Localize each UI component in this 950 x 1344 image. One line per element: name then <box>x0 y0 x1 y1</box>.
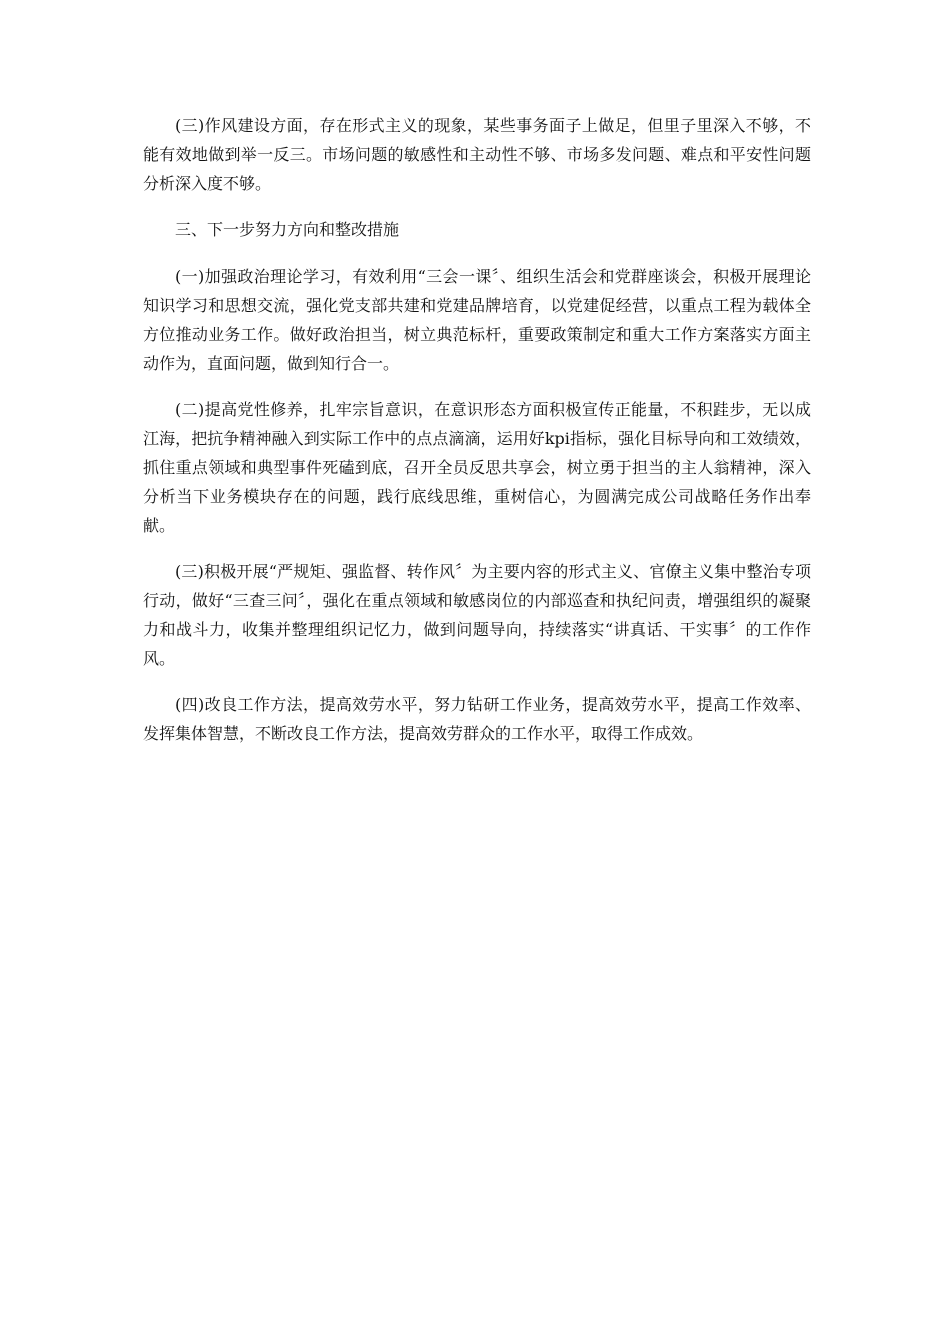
document-page <box>143 111 811 765</box>
section-heading-next-steps: 三、下一步努力方向和整改措施 <box>175 220 400 239</box>
paragraph-work-style-issues: (三)作风建设方面，存在形式主义的现象，某些事务面子上做足，但里子里深入不够，不能有效地做到举一反三。市场问题的敏感性和主动性不够、市场多发问题、难点和平安性问题分析深入度不够。 <box>143 116 811 193</box>
paragraph-measure-4: (四)改良工作方法，提高效劳水平，努力钻研工作业务，提高效劳水平，提高工作效率、发挥集体智慧，不断改良工作方法，提高效劳群众的工作水平，取得工作成效。 <box>143 695 811 743</box>
paragraph-measure-1: (一)加强政治理论学习，有效利用“三会一课〞、组织生活会和党群座谈会，积极开展理论知识学习和思想交流，强化党支部共建和党建品牌培育，以党建促经营，以重点工程为载体全方位推动业务工作。做好政治担当，树立典范标杆，重要政策制定和重大工作方案落实方面主动作为，直面问题，做到知行合一。 <box>143 267 811 373</box>
paragraph-measure-2: (二)提高党性修养，扎牢宗旨意识，在意识形态方面积极宣传正能量，不积跬步，无以成江海，把抗争精神融入到实际工作中的点点滴滴，运用好kpi指标，强化目标导向和工效绩效，抓住重点领域和典型事件死磕到底，召开全员反思共享会，树立勇于担当的主人翁精神，深入分析当下业务模块存在的问题，践行底线思维，重树信心，为圆满完成公司战略任务作出奉献。 <box>143 400 811 535</box>
paragraph-measure-3: (三)积极开展“严规矩、强监督、转作风〞为主要内容的形式主义、官僚主义集中整治专项行动，做好“三查三问〞，强化在重点领域和敏感岗位的内部巡查和执纪问责，增强组织的凝聚力和战斗力，收集并整理组织记忆力，做到问题导向，持续落实“讲真话、干实事〞的工作作风。 <box>143 562 811 668</box>
